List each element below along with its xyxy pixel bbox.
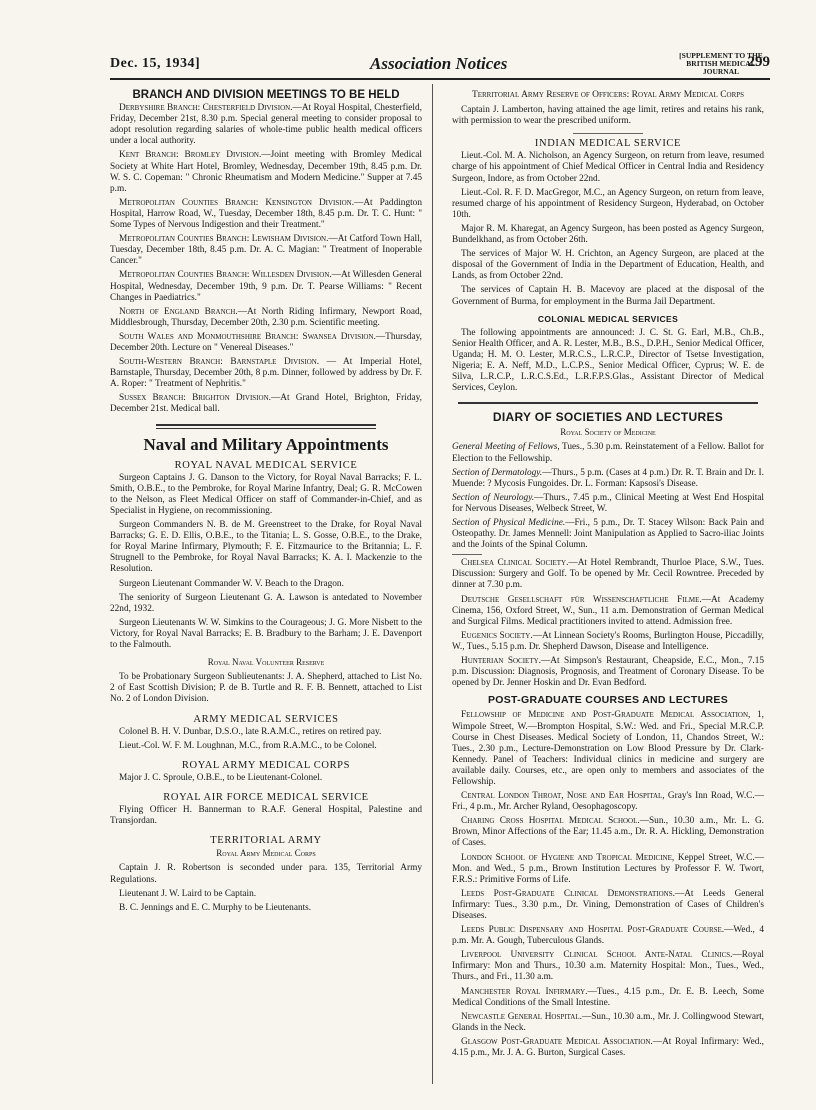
postgrad-course bbox=[452, 791, 764, 813]
society-meeting-text: —At Academy Cinema, 156, Oxford Street, W., Sun., 11 a.m. Demonstration of German Medical and Surgical Films. Medical practitioners invited to attend. Admission free. bbox=[452, 594, 764, 627]
section-rule bbox=[156, 424, 376, 426]
postgrad-course-lead: Central London Throat, Nose and Ear Hospital, bbox=[461, 791, 665, 802]
branch-meeting-lead: Metropolitan Counties Branch: Kensington Division. bbox=[119, 197, 355, 208]
branch-meeting bbox=[110, 270, 422, 303]
society-meeting bbox=[452, 558, 764, 591]
postgrad-course-text: —Tues., 4.15 p.m., Dr. E. B. Leech, Some Medical Conditions of the Small Intestine. bbox=[452, 986, 764, 1008]
army-appointment: Lieut.-Col. W. F. M. Loughnan, M.C., from R.A.M.C., to be Colonel. bbox=[119, 740, 377, 751]
branch-meeting bbox=[110, 198, 422, 231]
postgrad-course bbox=[452, 889, 764, 922]
ta-appointment: B. C. Jennings and E. C. Murphy to be Lieutenants. bbox=[119, 902, 312, 913]
ims-appointment: The services of Captain H. B. Macevoy are placed at the disposal of the Government of Burma, for employment in the Burma Jail Department. bbox=[452, 285, 764, 307]
rn-appointment: Surgeon Captains J. G. Danson to the Victory, for Royal Naval Barracks; F. L. Smith, O.B.E., to the Pembroke, for Royal Marine Infantry, Deal; G. R. McCowen to the Nelson, as Fleet Medical Officer on staff of Commander-in-Chief, and as Specialist in Hygiene, on recommissioning. bbox=[110, 472, 422, 516]
postgrad-course-lead: Leeds Post-Graduate Clinical Demonstrations. bbox=[461, 888, 675, 899]
branch-meetings-list bbox=[110, 103, 422, 415]
rsm-meeting-text: —Thurs., 7.45 p.m., Clinical Meeting at West End Hospital for Nervous Diseases, Welbeck Street, W. bbox=[452, 492, 764, 514]
rsm-list bbox=[452, 442, 764, 551]
society-meeting-text: —At Hotel Rembrandt, Thurloe Place, S.W., Tues. Discussion: Surgery and Golf. To be opened by Mr. Cecil Rowntree. Preceded by dinner at 7.30 p.m. bbox=[452, 558, 764, 591]
branch-meeting bbox=[110, 357, 422, 390]
society-meeting-text: —At Linnean Society's Rooms, Burlington House, Piccadilly, W., Tues., 5.15 p.m. Dr. Shepherd Dawson, Disease and Intelligence. bbox=[452, 630, 764, 652]
branch-meeting-text: —At Paddington Hospital, Harrow Road, W., Tuesday, December 18th, 8.45 p.m. Dr. T. C. Hunt: " Some Types of Nervous Indigestion and their Treatment." bbox=[110, 197, 422, 231]
postgrad-course-lead: Liverpool University Clinical School Ante-Natal Clinics. bbox=[461, 950, 733, 961]
tare-text: Captain J. Lamberton, having attained the age limit, retires and retains his rank, with permission to wear the prescribed uniform. bbox=[452, 105, 764, 127]
ramc-text: Major J. C. Sproule, O.B.E., to be Lieutenant-Colonel. bbox=[119, 772, 323, 783]
postgrad-course bbox=[452, 816, 764, 849]
branch-meeting-text: —At Grand Hotel, Brighton, Friday, December 21st. Medical ball. bbox=[110, 393, 423, 415]
diary-heading: DIARY OF SOCIETIES AND LECTURES bbox=[492, 410, 724, 425]
branch-meeting-text: —At Royal Hospital, Chesterfield, Friday, December 21st, 8.30 p.m. Special general meeting to consider proposal to adopt resolution regarding salaries of whole-time public health medical officers under a local authority. bbox=[110, 103, 422, 147]
rn-appointment: Surgeon Lieutenant Commander W. V. Beach to the Dragon. bbox=[119, 578, 344, 589]
ims-heading: INDIAN MEDICAL SERVICE bbox=[534, 138, 682, 150]
short-rule bbox=[573, 133, 643, 134]
branch-meeting-text: —At North Riding Infirmary, Newport Road, Middlesbrough, Thursday, December 20th, 2.30 p.m. Scientific meeting. bbox=[110, 306, 422, 328]
postgrad-course-text: 1, Wimpole Street, W.—Brompton Hospital, S.W.: Wed. and Fri., Special M.R.C.P. Course in Chest Diseases. Medical Society of London, 11, Chandos Street, W.: Tues., 2.30 p.m., Lecture-Demonstration on Low Blood Pressure by Dr. Clark-Kennedy. Panel of Teachers: Individual clinics in medicine and surgery are available daily. Courses, etc., are open only to members and associates of the Fellowship. bbox=[452, 710, 764, 787]
rn-appointment: The seniority of Surgeon Lieutenant G. A. Lawson is antedated to November 22nd, 1932. bbox=[110, 592, 422, 614]
ims-appointment: The services of Major W. H. Crichton, an Agency Surgeon, are placed at the disposal of the Government of India in the Department of Education, Health, and Lands, as from October 22nd. bbox=[452, 249, 764, 282]
postgrad-course-text: Keppel Street, W.C.—Mon. and Wed., 5 p.m., Brown Institution Lectures by Professor F. W. Twort, F.R.S.: Primitive Forms of Life. bbox=[452, 852, 764, 885]
branch-meeting-text: —At Catford Town Hall, Tuesday, December 18th, 8.45 p.m. Dr. A. C. Magian: " Treatment of Inoperable Cancer." bbox=[110, 234, 422, 267]
rn-appointment: Surgeon Commanders N. B. de M. Greenstreet to the Drake, for Royal Naval Barracks; G. E. D. Ellis, O.B.E., to the Titania; L. S. Gosse, O.B.E., to the Drake, for Royal Marine Infirmary, Plymouth; F. E. Fitzmaurice to the Britannia; L. F. Strugnell to the Pembroke, for Royal Naval Barracks; K. A. I. Mackenzie to the Resolution. bbox=[110, 520, 422, 575]
page-header bbox=[110, 52, 770, 80]
postgrad-course bbox=[452, 987, 764, 1009]
society-list bbox=[452, 558, 764, 689]
colonial-text: The following appointments are announced: J. C. St. G. Earl, M.B., Ch.B., Senior Health Officer, and A. R. Lester, M.B., B.S., D.P.H., Senior Medical Officer, Uganda; H. M. O. Lester, M.R.C.S., L.R.C.P., Director of Tsetse Investigation, Nigeria; E. A. Neff, M.D., L.C.P.S., Senior Medical Officer, Cyprus; W. E. de Silva, L.R.C.P., L.R.C.S.Ed., L.R.F.P.S.Glas., Assistant Director of Medical Services, Ceylon. bbox=[452, 327, 764, 394]
postgrad-course-lead: Leeds Public Dispensary and Hospital Post-Graduate Course. bbox=[461, 925, 725, 936]
branch-meeting-text: — At Imperial Hotel, Barnstaple, Thursday, December 20th, 8 p.m. Dinner, followed by address by Dr. F. A. Roper: " Treatment of Nephritis." bbox=[110, 357, 422, 390]
raf-text: Flying Officer H. Bannerman to R.A.F. General Hospital, Palestine and Transjordan. bbox=[110, 805, 422, 827]
rsm-meeting-lead: Section of Neurology. bbox=[452, 492, 535, 503]
postgrad-course bbox=[452, 950, 764, 983]
postgrad-course-lead: Glasgow Post-Graduate Medical Association. bbox=[461, 1036, 653, 1047]
army-heading: ARMY MEDICAL SERVICES bbox=[193, 713, 339, 725]
branch-meeting-lead: Derbyshire Branch: Chesterfield Division. bbox=[119, 103, 293, 114]
branch-meeting-lead: Metropolitan Counties Branch: Lewisham Division. bbox=[119, 234, 329, 245]
rn-heading: ROYAL NAVAL MEDICAL SERVICE bbox=[174, 459, 358, 471]
society-meeting-lead: Eugenics Society. bbox=[461, 630, 533, 641]
postgrad-course bbox=[452, 925, 764, 947]
postgrad-course bbox=[452, 1037, 764, 1059]
colonial-heading: COLONIAL MEDICAL SERVICES bbox=[537, 313, 679, 324]
page-number: 299 bbox=[747, 54, 770, 70]
ta-appointments bbox=[110, 863, 422, 913]
postgrad-course-text: —At Leeds General Infirmary: Tues., 3.30 p.m., Dr. Vining, Demonstration of Cases of Children's Diseases. bbox=[452, 888, 764, 921]
tare-heading: Territorial Army Reserve of Officers: Royal Army Medical Corps bbox=[471, 90, 745, 100]
branch-meeting-lead: South Wales and Monmouthshire Branch: Swansea Division. bbox=[119, 331, 376, 342]
army-appointments bbox=[110, 727, 422, 752]
ta-subheading: Royal Army Medical Corps bbox=[216, 848, 316, 859]
postgrad-course-text: —Wed., 4 p.m. Mr. A. Gough, Tuberculous Glands. bbox=[452, 925, 764, 947]
society-meeting-lead: Chelsea Clinical Society. bbox=[461, 558, 569, 569]
postgrad-course-text: —Sun., 10.30 a.m., Mr. L. G. Brown, Minor Affections of the Ear; 11.45 a.m., Dr. R. A. Hickling, Demonstration of Cases. bbox=[452, 816, 764, 849]
rsm-meeting bbox=[452, 442, 764, 464]
branch-meeting-lead: Sussex Branch: Brighton Division. bbox=[119, 393, 271, 404]
branch-meeting-lead: South-Western Branch: Barnstaple Division. bbox=[119, 357, 320, 368]
ramc-heading: ROYAL ARMY MEDICAL CORPS bbox=[181, 759, 351, 771]
postgrad-course bbox=[452, 1012, 764, 1034]
postgrad-course bbox=[452, 710, 764, 788]
rsm-meeting-text: Tues., 5.30 p.m. Reinstatement of a Fellow. Ballot for Election to the Fellowship. bbox=[452, 442, 764, 464]
branch-meeting-text: —At Willesden General Hospital, Wednesday, December 19th, 9 p.m. Dr. T. Pearse Williams: " Recent Changes in Paediatrics." bbox=[110, 270, 422, 303]
ims-appointment: Lieut.-Col. R. F. D. MacGregor, M.C., an Agency Surgeon, on return from leave, resumed charge of his appointment of Residency Surgeon, Hyderabad, on October 10th. bbox=[452, 187, 764, 220]
rsm-meeting-text: —Fri., 5 p.m., Dr. T. Stacey Wilson: Back Pain and Osteopathy. Dr. James Mennell: Joint Manipulation as Applied to Sacro-iliac Joints and the Joints of the Spinal Column. bbox=[452, 518, 764, 551]
rnvr-text: To be Probationary Surgeon Sublieutenants: J. A. Shepherd, attached to List No. 2 of East Scottish Division; P. de B. Turtle and R. F. B. Bennett, attached to List No. 2 of London Division. bbox=[110, 672, 422, 705]
society-meeting bbox=[452, 631, 764, 653]
rsm-meeting-text: —Thurs., 5 p.m. (Cases at 4 p.m.) Dr. R. T. Brain and Dr. I. Muende: ? Mycosis Fungoides. Dr. L. Forman: Kapsosi's Disease. bbox=[452, 467, 764, 489]
postgrad-course-text: —Sun., 10.30 a.m., Mr. J. Collingwood Stewart, Glands in the Neck. bbox=[452, 1011, 764, 1033]
postgrad-course-lead: Manchester Royal Infirmary. bbox=[461, 986, 588, 997]
right-column bbox=[452, 90, 764, 1062]
postgrad-course-lead: Fellowship of Medicine and Post-Graduate Medical Association, bbox=[461, 710, 751, 721]
postgrad-course-lead: London School of Hygiene and Tropical Medicine, bbox=[461, 852, 675, 863]
rsm-meeting bbox=[452, 493, 764, 515]
rsm-heading: Royal Society of Medicine bbox=[560, 427, 656, 438]
rsm-meeting bbox=[452, 468, 764, 490]
postgrad-course-text: —At Royal Infirmary: Wed., 4.15 p.m., Mr. J. A. G. Burton, Surgical Cases. bbox=[452, 1036, 764, 1059]
society-meeting bbox=[452, 656, 764, 689]
rsm-meeting-lead: Section of Physical Medicine. bbox=[452, 518, 566, 528]
rsm-meeting bbox=[452, 518, 764, 551]
branch-meeting bbox=[110, 150, 422, 194]
ims-appointment: Lieut.-Col. M. A. Nicholson, an Agency Surgeon, on return from leave, resumed charge of his appointment of Chief Medical Officer in Central India and Residency Surgeon, Indore, as from October 22nd. bbox=[452, 151, 764, 184]
section-rule bbox=[156, 428, 376, 429]
rnvr-heading: Royal Naval Volunteer Reserve bbox=[207, 657, 325, 668]
ims-appointment: Major R. M. Kharegat, an Agency Surgeon, has been posted as Agency Surgeon, Bundelkhand, as from October 26th. bbox=[452, 223, 764, 246]
postgrad-course-text: Gray's Inn Road, W.C.—Fri., 4 p.m., Mr. Archer Ryland, Oesophagoscopy. bbox=[452, 791, 764, 813]
society-meeting-text: —At Simpson's Restaurant, Cheapside, E.C., Mon., 7.15 p.m. Discussion: Diagnosis, Prognosis, and Treatment of Coronary Disease. To be opened by Dr. Jenner Hoskin and Dr. Evan Bedford. bbox=[452, 656, 764, 689]
raf-heading: ROYAL AIR FORCE MEDICAL SERVICE bbox=[163, 791, 369, 803]
supplement-line-2: BRITISH MEDICAL JOURNAL bbox=[686, 59, 756, 76]
branch-meeting bbox=[110, 332, 422, 354]
postgrad-list bbox=[452, 710, 764, 1059]
column-divider bbox=[432, 84, 433, 1084]
rn-appointments bbox=[110, 473, 422, 651]
rsm-meeting-lead: Section of Dermatology. bbox=[452, 467, 543, 478]
society-meeting-lead: Hunterian Society. bbox=[461, 656, 541, 667]
society-meeting bbox=[452, 595, 764, 628]
branch-meeting-lead: Kent Branch: Bromley Division. bbox=[119, 150, 262, 161]
branch-meeting bbox=[110, 393, 422, 415]
left-column bbox=[110, 90, 422, 917]
branch-meeting-lead: Metropolitan Counties Branch: Willesden Division. bbox=[119, 270, 332, 281]
branch-meeting bbox=[110, 234, 422, 267]
branch-meeting bbox=[110, 307, 422, 329]
section-title: Association Notices bbox=[370, 54, 508, 73]
naval-military-heading: Naval and Military Appointments bbox=[143, 434, 389, 454]
rn-appointment: Surgeon Lieutenants W. W. Simkins to the Courageous; J. G. More Nisbett to the Victory, for Royal Naval Barracks; E. B. Bradbury to the Barham; J. E. Davenport to the Falmouth. bbox=[110, 617, 422, 651]
ta-appointment: Captain J. R. Robertson is seconded under para. 135, Territorial Army Regulations. bbox=[110, 863, 422, 885]
section-rule bbox=[458, 402, 758, 404]
branch-meeting-text: —Joint meeting with Bromley Medical Society at White Hart Hotel, Bromley, Wednesday, December 19th, 8.45 p.m. Dr. W. S. C. Copeman: " Chronic Rheumatism and Modern Medicine." Supper at 7.45 p.m. bbox=[110, 150, 422, 194]
ta-appointment: Lieutenant J. W. Laird to be Captain. bbox=[119, 888, 257, 899]
branch-meeting-text: —Thursday, December 20th. Lecture on " Venereal Diseases." bbox=[110, 331, 422, 353]
postgrad-course-lead: Newcastle General Hospital. bbox=[461, 1011, 582, 1022]
short-rule bbox=[452, 554, 482, 555]
supplement-line-1: [SUPPLEMENT TO THE bbox=[679, 51, 763, 60]
branch-meeting bbox=[110, 103, 422, 147]
army-appointment: Colonel B. H. V. Dunbar, D.S.O., late R.A.M.C., retires on retired pay. bbox=[119, 726, 382, 737]
issue-date: Dec. 15, 1934] bbox=[110, 56, 201, 71]
ta-heading: TERRITORIAL ARMY bbox=[210, 835, 322, 847]
society-meeting-lead: Deutsche Gesellschaft für Wissenschaftliche Filme. bbox=[461, 594, 702, 605]
postgrad-course-lead: Charing Cross Hospital Medical School. bbox=[461, 816, 640, 827]
postgrad-course bbox=[452, 853, 764, 886]
rsm-meeting-lead: General Meeting of Fellows, bbox=[452, 442, 560, 453]
branch-meeting-lead: North of England Branch. bbox=[119, 306, 238, 317]
postgrad-heading: POST-GRADUATE COURSES AND LECTURES bbox=[487, 694, 729, 707]
branch-meetings-heading: BRANCH AND DIVISION MEETINGS TO BE HELD bbox=[132, 89, 400, 101]
postgrad-course-text: —Royal Infirmary: Mon and Thurs., 10.30 a.m. Maternity Hospital: Mon., Tues., Wed., Thurs., and Fri., 11.30 a.m. bbox=[452, 950, 764, 983]
ims-appointments bbox=[452, 151, 764, 307]
